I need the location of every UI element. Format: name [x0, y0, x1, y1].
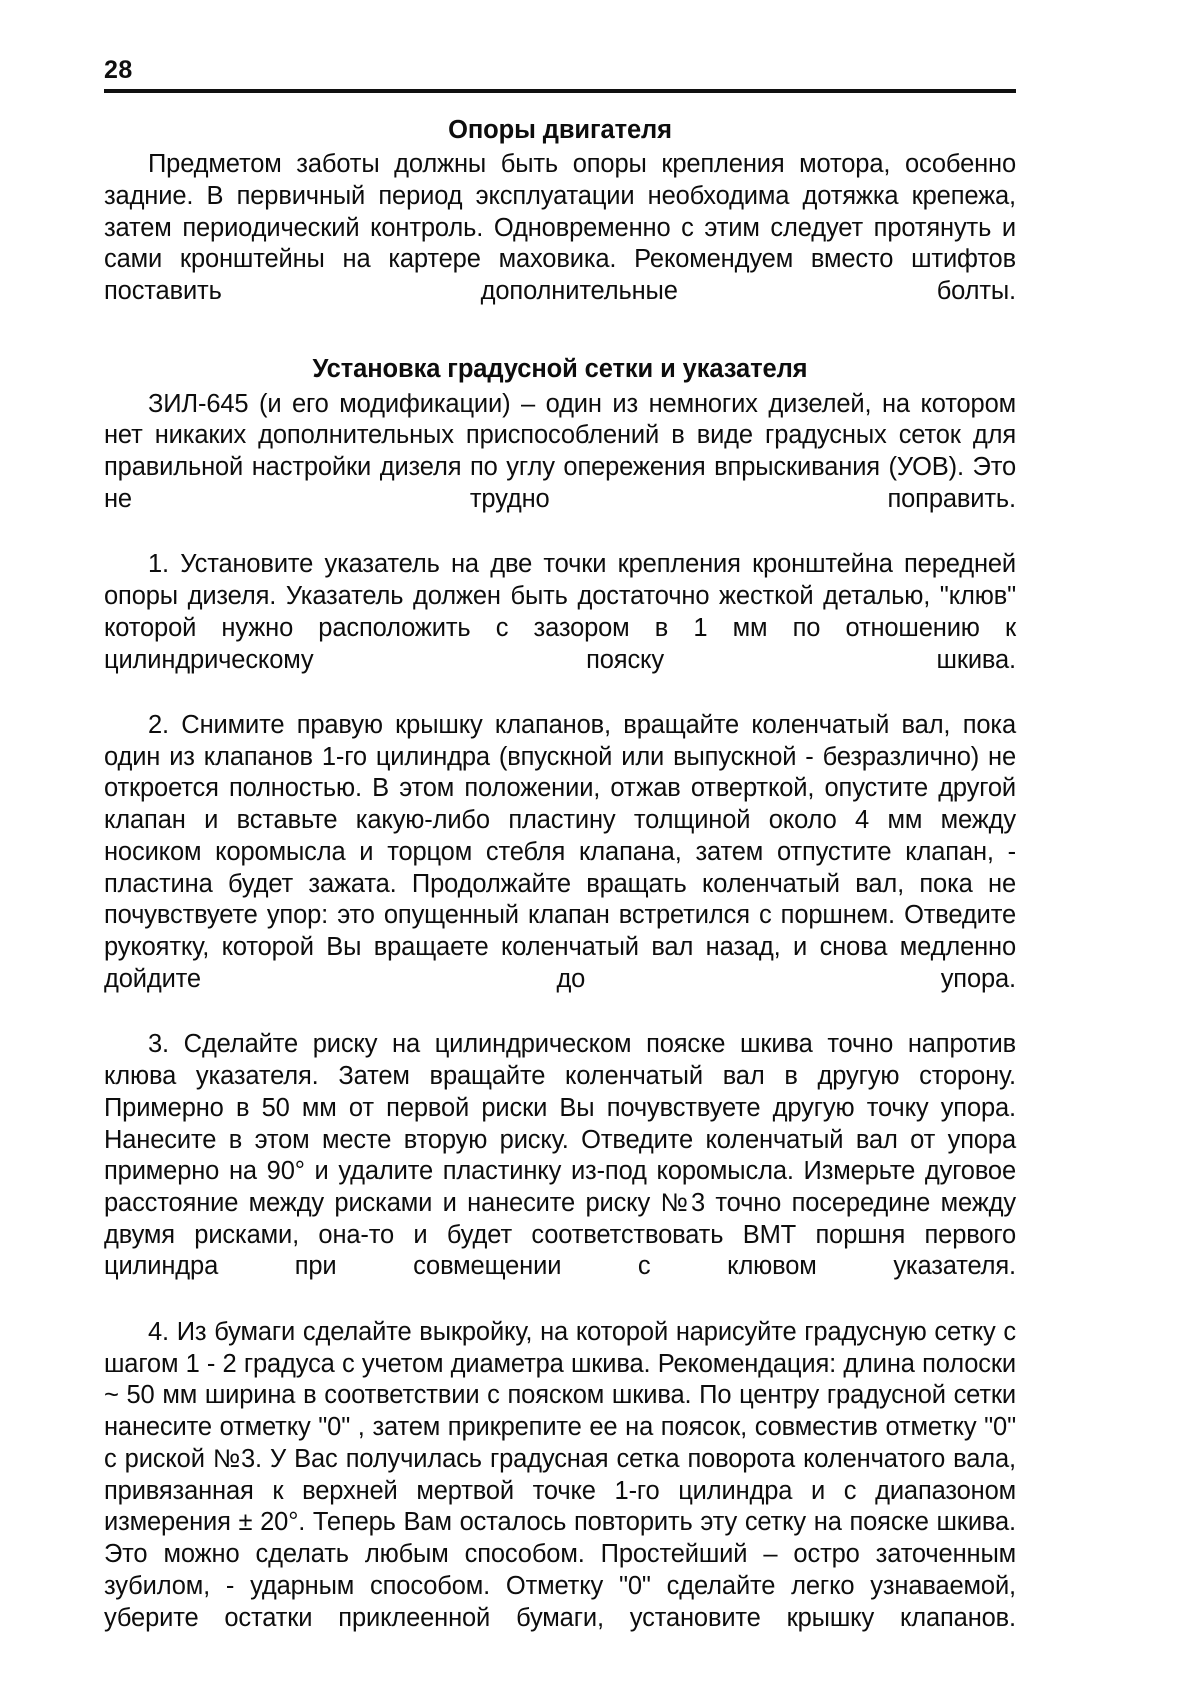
page-header	[104, 58, 1016, 93]
page-number: 28	[104, 56, 133, 84]
section-heading-degree-scale: Установка градусной сетки и указателя	[312, 354, 808, 383]
paragraph-step-2: 2. Снимите правую крышку клапанов, вращайте коленчатый вал, пока один из клапанов 1-го цилиндра (впускной или выпускной - безразлично) не откроется полностью. В этом положении, отжав отверткой, опустите другой клапан и вставьте какую-либо пластину толщиной около 4 мм между носиком коромысла и торцом стебля клапана, затем отпустите клапан, - пластина будет зажата. Продолжайте вращать коленчатый вал, пока не почувствуете упор: это опущенный клапан встретился с поршнем. Отведите рукоятку, которой Вы вращаете коленчатый вал назад, и снова медленно дойдите до упора.	[104, 710, 1016, 993]
paragraph-step-4: 4. Из бумаги сделайте выкройку, на которой нарисуйте градусную сетку с шагом 1 - 2 градуса с учетом диаметра шкива. Рекомендация: длина полоски ~ 50 мм ширина в соответствии с пояском шкива. По центру градусной сетки нанесите отметку "0" , затем прикрепите ее на поясок, совместив отметку "0" с риской №3. У Вас получилась градусная сетка поворота коленчатого вала, привязанная к верхней мертвой точке 1-го цилиндра и с диапазоном измерения ± 20°. Теперь Вам осталось повторить эту сетку на пояске шкива. Это можно сделать любым способом. Простейший – остро заточенным зубилом, - ударным способом. Отметку "0" сделайте легко узнаваемой, уберите остатки приклеенной бумаги, установите крышку клапанов.	[104, 1317, 1016, 1632]
paragraph-step-3: 3. Сделайте риску на цилиндрическом пояске шкива точно напротив клюва указателя. Затем вращайте коленчатый вал в другую сторону. Примерно в 50 мм от первой риски Вы почувствуете другую точку упора. Нанесите в этом месте вторую риску. Отведите коленчатый вал от упора примерно на 90° и удалите пластинку из-под коромысла. Измерьте дуговое расстояние между рисками и нанесите риску №3 точно посередине между двумя рисками, она-то и будет соответствовать ВМТ поршня первого цилиндра при совмещении с клювом указателя.	[104, 1030, 1016, 1281]
header-divider	[104, 89, 1016, 93]
paragraph-degree-scale-intro: ЗИЛ-645 (и его модификации) – один из немногих дизелей, на котором нет никаких дополнительных приспособлений в виде градусных сеток для правильной настройки дизеля по углу опережения впрыскивания (УОВ). Это не трудно поправить.	[104, 389, 1016, 513]
section-heading-engine-mounts: Опоры двигателя	[448, 116, 672, 144]
page-content	[104, 58, 1016, 1666]
paragraph-engine-mounts-1: Предметом заботы должны быть опоры крепления мотора, особенно задние. В первичный период эксплуатации необходима дотяжка крепежа, затем периодический контроль. Одновременно с этим следует протянуть и сами кронштейны на картере маховика. Рекомендуем вместо штифтов поставить дополнительные болты.	[104, 150, 1016, 306]
paragraph-step-1: 1. Установите указатель на две точки крепления кронштейна передней опоры дизеля. Указатель должен быть достаточно жесткой деталью, "клюв" которой нужно расположить с зазором в 1 мм по отношению к цилиндрическому пояску шкива.	[104, 550, 1016, 674]
